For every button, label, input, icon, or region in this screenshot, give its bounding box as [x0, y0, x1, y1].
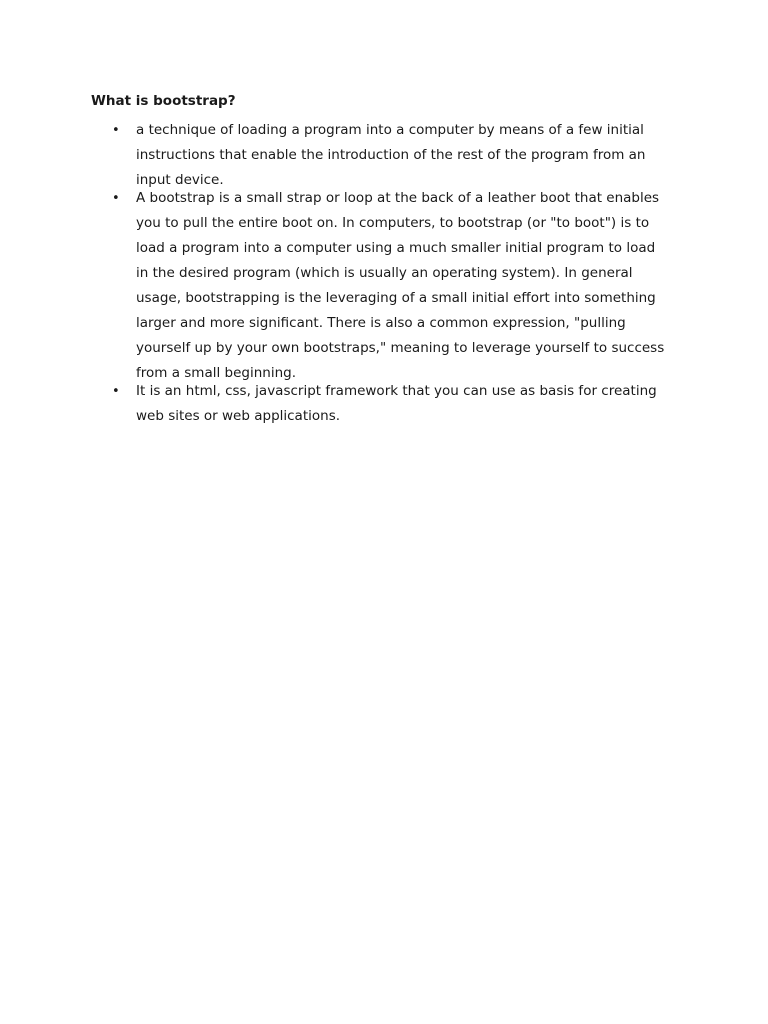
bullet-icon: • [112, 191, 120, 206]
text-line: input device. [136, 172, 224, 188]
bullet-icon: • [112, 384, 120, 399]
text-line: from a small beginning. [136, 365, 296, 381]
text-line: yourself up by your own bootstraps," meaning to leverage yourself to success [136, 340, 665, 356]
list-item-text [136, 118, 688, 193]
text-line: usage, bootstrapping is the leveraging of a small initial effort into something [136, 290, 656, 306]
text-line: A bootstrap is a small strap or loop at the back of a leather boot that enables [136, 190, 660, 206]
text-line: larger and more significant. There is also a common expression, "pulling [136, 315, 626, 331]
text-line: web sites or web applications. [136, 408, 341, 424]
page-title: What is bootstrap? [91, 93, 236, 109]
text-line: It is an html, css, javascript framework that you can use as basis for creating [136, 383, 657, 399]
text-line: you to pull the entire boot on. In computers, to bootstrap (or "to boot") is to [136, 215, 650, 231]
text-line: a technique of loading a program into a computer by means of a few initial [136, 122, 644, 138]
text-line: load a program into a computer using a much smaller initial program to load [136, 240, 656, 256]
list-item-text [136, 379, 688, 429]
list-item-text [136, 186, 688, 386]
text-line: instructions that enable the introduction of the rest of the program from an [136, 147, 646, 163]
bullet-icon: • [112, 123, 120, 138]
text-line: in the desired program (which is usually an operating system). In general [136, 265, 633, 281]
